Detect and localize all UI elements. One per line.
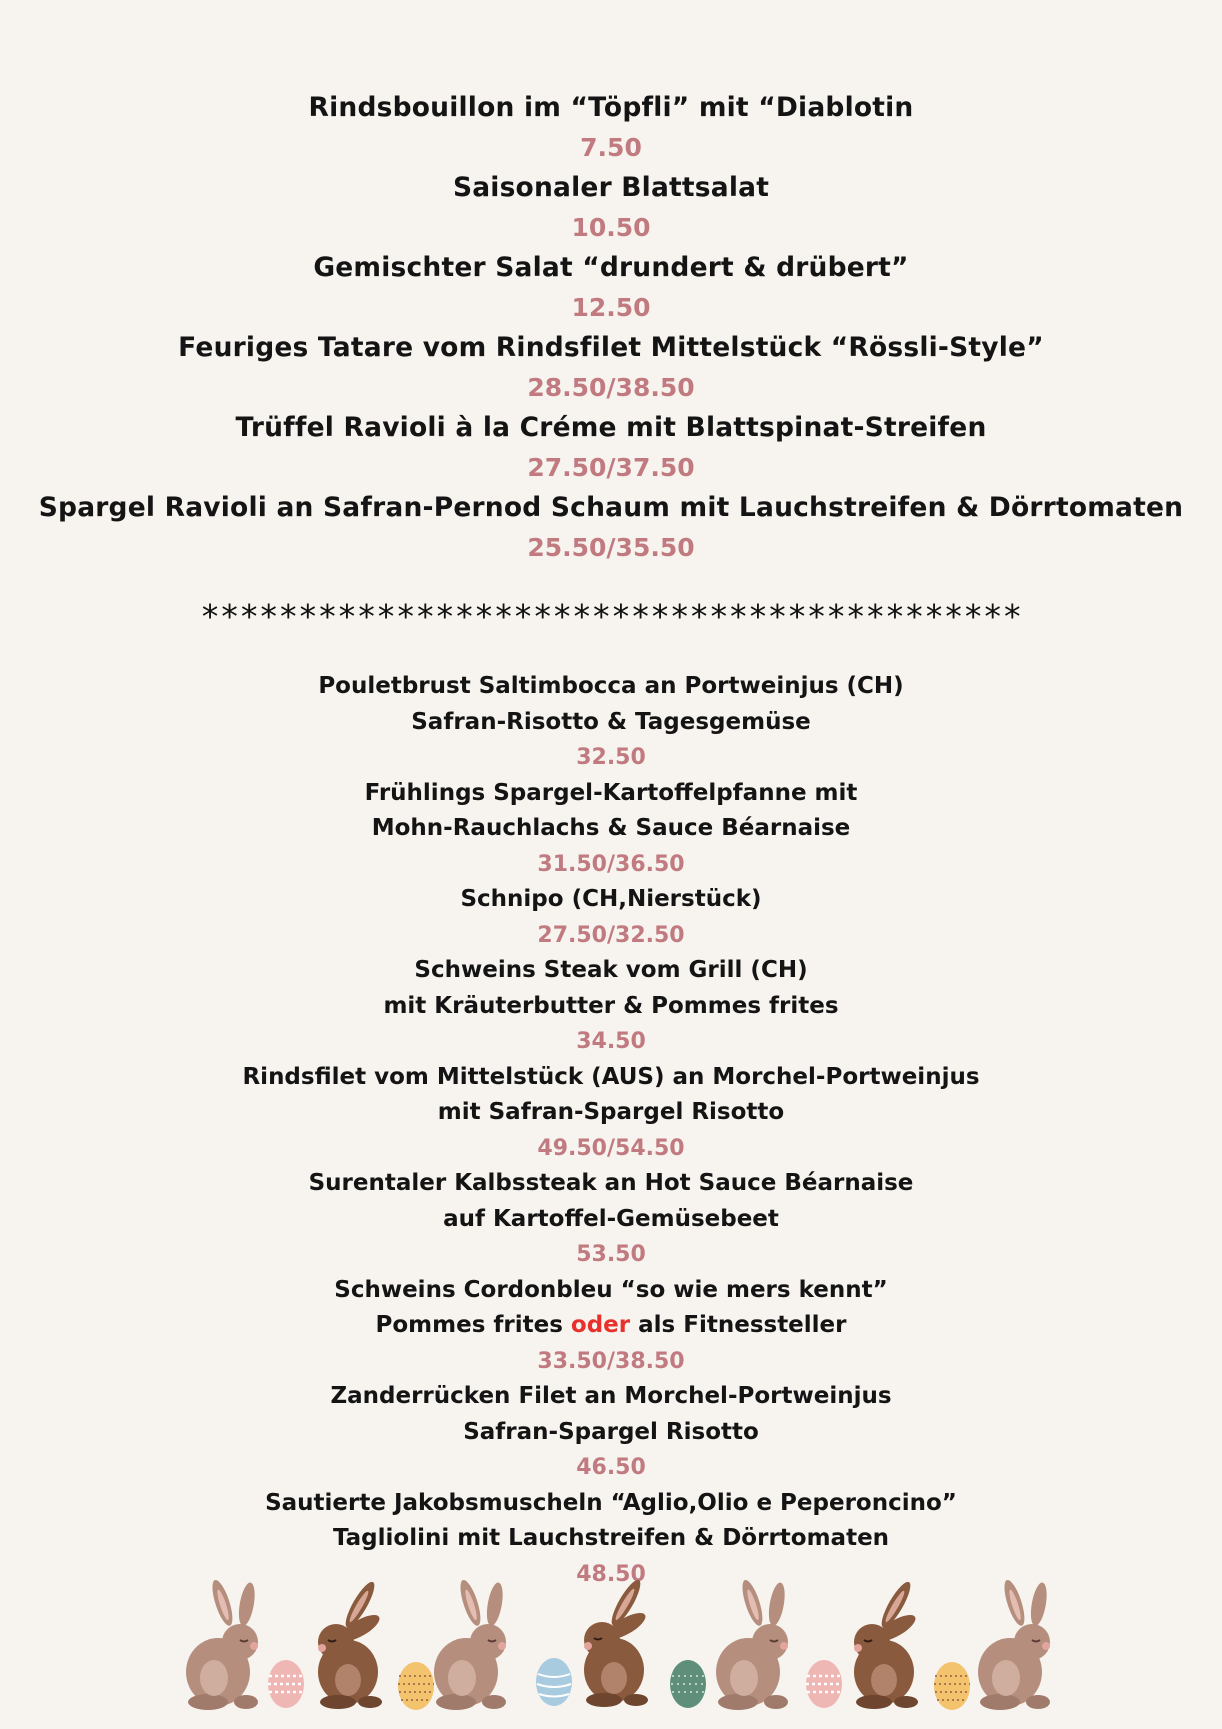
side-text: Pommes frites bbox=[375, 1312, 571, 1338]
dish-price: 25.50/35.50 bbox=[527, 533, 695, 562]
dish-name: Schweins Cordonbleu “so wie mers kennt” bbox=[334, 1276, 888, 1303]
dish-side: auf Kartoffel-Gemüsebeet bbox=[443, 1205, 779, 1232]
bunny-icon bbox=[584, 1580, 649, 1707]
dish-name: Rindsbouillon im “Töpfli” mit “Diablotin bbox=[308, 92, 914, 123]
dish-side: Mohn-Rauchlachs & Sauce Béarnaise bbox=[371, 815, 851, 841]
dish-price: 27.50/32.50 bbox=[537, 922, 685, 948]
dish-name: Trüffel Ravioli à la Créme mit Blattspinat-Streifen bbox=[235, 412, 987, 443]
easter-egg-icon bbox=[398, 1662, 434, 1710]
dish-side: Safran-Risotto & Tagesgemüse bbox=[411, 708, 811, 735]
dish-name: Pouletbrust Saltimbocca an Portweinjus (CH) bbox=[318, 673, 904, 699]
dish-name: Gemischter Salat “drundert & drübert” bbox=[313, 252, 909, 283]
bunny-icon bbox=[854, 1580, 919, 1709]
bunny-icon bbox=[434, 1580, 506, 1710]
dish-side: mit Safran-Spargel Risotto bbox=[437, 1099, 785, 1125]
bunny-icon bbox=[978, 1580, 1050, 1710]
easter-egg-icon bbox=[934, 1662, 970, 1710]
dish-price: 32.50 bbox=[576, 745, 646, 770]
dish-price: 53.50 bbox=[576, 1242, 646, 1267]
dish-price: 48.50 bbox=[576, 1561, 646, 1587]
dish-price: 33.50/38.50 bbox=[537, 1348, 685, 1374]
dish-name: Saisonaler Blattsalat bbox=[452, 172, 770, 203]
easter-egg-icon bbox=[806, 1660, 842, 1708]
side-text: als Fitnessteller bbox=[630, 1312, 847, 1338]
easter-decoration bbox=[170, 1580, 1070, 1720]
highlight-word: oder bbox=[570, 1312, 631, 1338]
dish-name: Schweins Steak vom Grill (CH) bbox=[414, 957, 808, 983]
dish-price: 27.50/37.50 bbox=[527, 453, 695, 482]
dish-name: Frühlings Spargel-Kartoffelpfanne mit bbox=[364, 779, 858, 806]
bunny-icon bbox=[186, 1580, 258, 1710]
easter-egg-icon bbox=[268, 1660, 304, 1708]
dish-name: Schnipo (CH,Nierstück) bbox=[460, 886, 762, 912]
dish-price: 31.50/36.50 bbox=[537, 851, 685, 877]
bunny-icon bbox=[318, 1580, 383, 1709]
dish-side: Safran-Spargel Risotto bbox=[463, 1418, 759, 1445]
dish-side: mit Kräuterbutter & Pommes frites bbox=[383, 992, 839, 1019]
bunny-icon bbox=[716, 1580, 788, 1710]
dish-price: 46.50 bbox=[576, 1455, 646, 1480]
dish-side: Tagliolini mit Lauchstreifen & Dörrtomaten bbox=[332, 1525, 890, 1551]
starters-section bbox=[0, 88, 1222, 568]
easter-egg-icon bbox=[670, 1660, 706, 1708]
mains-section bbox=[0, 669, 1222, 1592]
dish-name: Surentaler Kalbssteak an Hot Sauce Béarnaise bbox=[308, 1170, 914, 1196]
dish-price: 7.50 bbox=[580, 133, 642, 162]
dish-name: Spargel Ravioli an Safran-Pernod Schaum mit Lauchstreifen & Dörrtomaten bbox=[38, 492, 1184, 523]
dish-name: Rindsfilet vom Mittelstück (AUS) an Morchel-Portweinjus bbox=[242, 1063, 980, 1090]
dish-side bbox=[0, 1308, 1222, 1344]
dish-price: 10.50 bbox=[571, 213, 651, 242]
star-divider: ****************************************** bbox=[200, 597, 1022, 636]
dish-price: 12.50 bbox=[571, 293, 651, 322]
easter-egg-icon bbox=[536, 1658, 572, 1706]
dish-price: 28.50/38.50 bbox=[527, 373, 695, 402]
dish-price: 34.50 bbox=[576, 1029, 646, 1054]
dish-name: Zanderrücken Filet an Morchel-Portweinjus bbox=[330, 1383, 892, 1409]
dish-name: Sautierte Jakobsmuscheln “Aglio,Olio e Peperoncino” bbox=[265, 1489, 957, 1516]
dish-price: 49.50/54.50 bbox=[537, 1135, 685, 1161]
dish-name: Feuriges Tatare vom Rindsfilet Mittelstück “Rössli-Style” bbox=[178, 332, 1044, 363]
